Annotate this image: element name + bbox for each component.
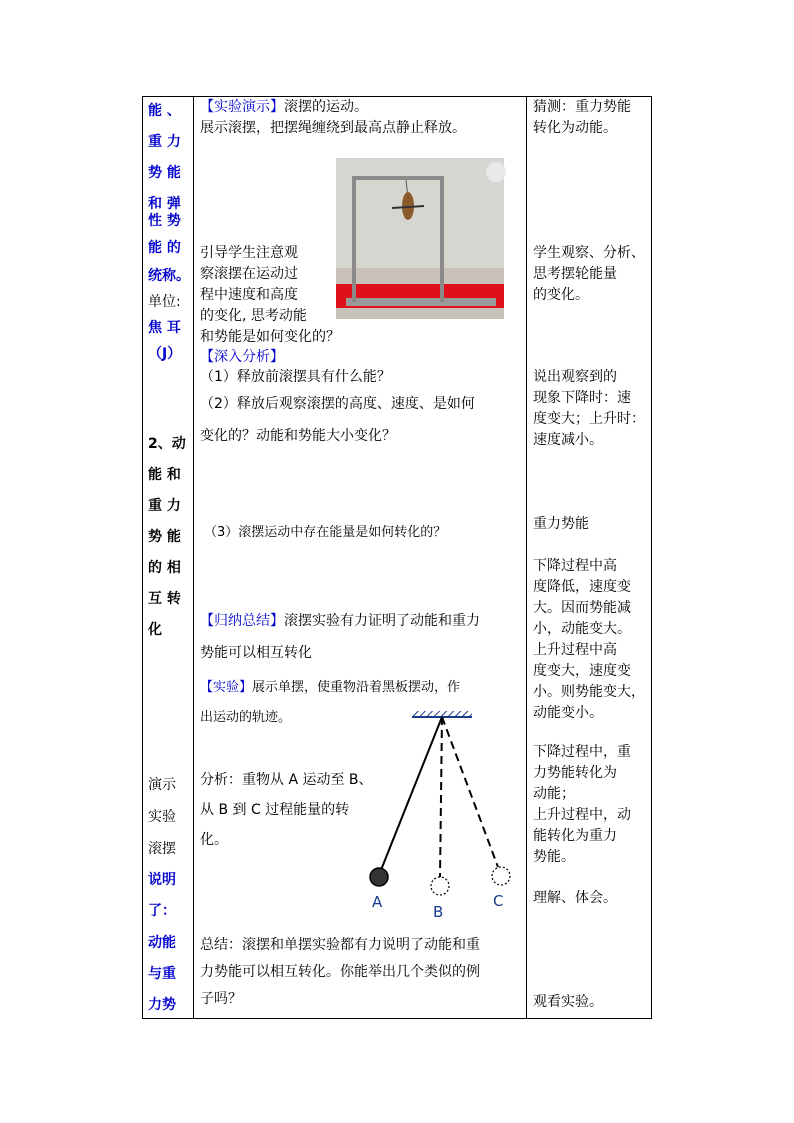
descent-line: 动能变小。 bbox=[533, 705, 603, 721]
final-line: 子吗？ bbox=[200, 991, 242, 1007]
demo-line: 滚摆 bbox=[148, 841, 176, 857]
label-c: C bbox=[493, 892, 504, 910]
convert-line: 下降过程中，重 bbox=[533, 744, 631, 760]
phenomenon-line: 说出观察到的 bbox=[533, 369, 617, 385]
demo-blue-line: 力势 bbox=[148, 997, 176, 1013]
final-line: 总结：滚摆和单摆实验都有力说明了动能和重 bbox=[200, 937, 480, 953]
section2-line: 能 和 bbox=[148, 467, 181, 483]
unit-value: （J） bbox=[148, 346, 182, 362]
section2-line: 的 相 bbox=[148, 560, 181, 576]
observe-line: 学生观察、分析、 bbox=[533, 245, 645, 261]
analysis-line: 化。 bbox=[200, 832, 228, 848]
phenomenon-line: 速度减小。 bbox=[533, 432, 603, 448]
exp2-line2: 出运动的轨迹。 bbox=[200, 710, 292, 725]
question-3: （3）滚摆运动中存在能量是如何转化的？ bbox=[204, 525, 447, 540]
pendulum-string-a bbox=[381, 717, 442, 870]
exp-demo-desc: 展示滚摆，把摆绳缠绕到最高点静止释放。 bbox=[200, 120, 466, 136]
c1-line: 和 弹 bbox=[148, 196, 181, 212]
rolling-pendulum-photo bbox=[336, 158, 504, 319]
bob-a bbox=[370, 868, 388, 886]
convert-line: 动能； bbox=[533, 786, 575, 802]
guide-line: 和势能是如何变化的？ bbox=[200, 329, 340, 345]
understand-text: 理解、体会。 bbox=[533, 890, 617, 906]
label-a: A bbox=[372, 893, 383, 911]
demo-blue-line: 说明 bbox=[148, 872, 176, 888]
analysis-line: 分析：重物从 A 运动至 B、 bbox=[200, 772, 373, 788]
pendulum-string-b bbox=[440, 717, 442, 877]
convert-line: 能转化为重力 bbox=[533, 828, 617, 844]
guide-line: 程中速度和高度 bbox=[200, 287, 298, 303]
exp-demo-title: 滚摆的运动。 bbox=[284, 99, 368, 115]
descent-line: 小，动能变大。 bbox=[533, 621, 631, 637]
descent-line: 度变大，速度变 bbox=[533, 663, 631, 679]
descent-line: 度降低，速度变 bbox=[533, 579, 631, 595]
guess-line: 转化为动能。 bbox=[533, 120, 617, 136]
phenomenon-line: 度变大；上升时： bbox=[533, 411, 645, 427]
summary-line1 bbox=[200, 611, 480, 631]
summary-line2: 势能可以相互转化 bbox=[200, 645, 312, 661]
convert-line: 力势能转化为 bbox=[533, 765, 617, 781]
c1-line: 重 力 bbox=[148, 134, 181, 150]
convert-line: 上升过程中，动 bbox=[533, 807, 631, 823]
demo-line: 实验 bbox=[148, 809, 176, 825]
demo-blue-line: 动能 bbox=[148, 935, 176, 951]
deep-analysis-tag: 【深入分析】 bbox=[200, 349, 284, 365]
guide-line: 引导学生注意观 bbox=[200, 245, 298, 261]
watch-text: 观看实验。 bbox=[533, 994, 603, 1010]
observe-line: 的变化。 bbox=[533, 287, 589, 303]
summary-text: 滚摆实验有力证明了动能和重力 bbox=[284, 613, 480, 629]
pendulum-string-c bbox=[442, 717, 498, 867]
c1-line: 能 的 bbox=[148, 240, 181, 256]
section2-line: 势 能 bbox=[148, 529, 181, 545]
exp2-tag: 【实验】 bbox=[200, 680, 253, 695]
convert-line: 势能。 bbox=[533, 849, 575, 865]
exp2-text: 展示单摆，使重物沿着黑板摆动，作 bbox=[252, 680, 461, 695]
phenomenon-line: 现象下降时：速 bbox=[533, 390, 631, 406]
question-2-line2: 变化的？动能和势能大小变化？ bbox=[200, 428, 396, 444]
unit-value: 焦 耳 bbox=[148, 320, 181, 336]
descent-line: 小。则势能变大， bbox=[533, 684, 645, 700]
summary-tag: 【归纳总结】 bbox=[200, 613, 284, 629]
demo-line: 演示 bbox=[148, 777, 176, 793]
photo-watermark bbox=[486, 162, 506, 182]
c1-line: 性 势 bbox=[148, 213, 181, 229]
section2-line: 化 bbox=[148, 622, 162, 638]
demo-blue-line: 与重 bbox=[148, 966, 176, 982]
exp-demo-tag: 【实验演示】 bbox=[200, 99, 284, 115]
gravity-energy: 重力势能 bbox=[533, 516, 589, 532]
descent-line: 大。因而势能减 bbox=[533, 600, 631, 616]
guide-line: 察滚摆在运动过 bbox=[200, 266, 298, 282]
observe-line: 思考摆轮能量 bbox=[533, 266, 617, 282]
final-line: 力势能可以相互转化。你能举出几个类似的例 bbox=[200, 964, 480, 980]
section2-line: 互 转 bbox=[148, 591, 181, 607]
question-1: （1）释放前滚摆具有什么能？ bbox=[200, 369, 391, 385]
exp2-line1 bbox=[200, 676, 460, 695]
guide-line: 的变化, 思考动能 bbox=[200, 308, 307, 324]
label-b: B bbox=[433, 903, 444, 921]
c1-line: 能 、 bbox=[148, 103, 181, 119]
column-divider-2 bbox=[526, 97, 527, 1018]
bob-b bbox=[431, 877, 449, 895]
demo-blue-line: 了： bbox=[148, 903, 176, 919]
unit-label: 单位: bbox=[148, 294, 181, 310]
descent-line: 上升过程中高 bbox=[533, 642, 617, 658]
exp-demo-heading bbox=[200, 97, 368, 117]
guess-line: 猜测：重力势能 bbox=[533, 99, 631, 115]
c1-line: 统称。 bbox=[148, 268, 190, 284]
column-divider-1 bbox=[193, 97, 194, 1018]
c1-line: 势 能 bbox=[148, 165, 181, 181]
bob-c bbox=[492, 867, 510, 885]
section2-line: 2、动 bbox=[148, 436, 186, 452]
question-2-line1: （2）释放后观察滚摆的高度、速度、是如何 bbox=[200, 396, 475, 412]
descent-line: 下降过程中高 bbox=[533, 558, 617, 574]
analysis-line: 从 B 到 C 过程能量的转 bbox=[200, 802, 350, 818]
section2-line: 重 力 bbox=[148, 498, 181, 514]
